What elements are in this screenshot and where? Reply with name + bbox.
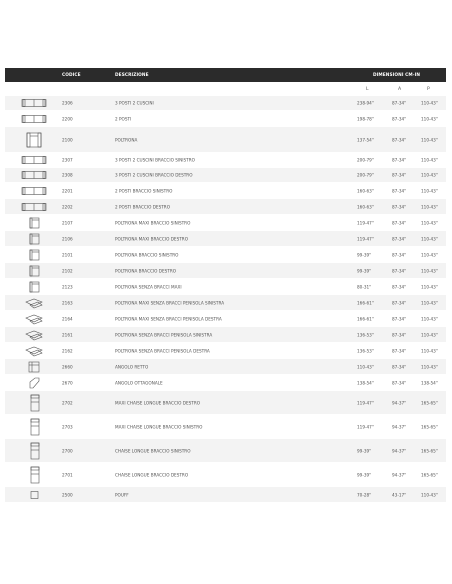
table-row [5,327,446,343]
row-description: CHAISE LONGUE BRACCIO DESTRO [115,472,189,477]
row-dim-p: 110-43" [421,220,438,225]
peninsula-small-right-icon [13,344,55,358]
table-row [5,279,446,295]
row-code: 2106 [62,236,73,241]
row-dim-p: 165-65" [421,424,438,429]
row-dim-l: 119-47" [357,236,374,241]
row-description: 3 POSTI 2 CUSCINI BRACCIO SINISTRO [115,157,195,163]
row-description: POLTRONA SENZA BRACCI MAXI [115,284,182,289]
row-dim-p: 110-43" [421,332,438,337]
row-dim-l: 119-47" [357,424,374,429]
armchair-icon [13,130,55,150]
row-description: 2 POSTI BRACCIO SINISTRO [115,188,173,193]
row-dim-p: 110-43" [421,100,438,106]
row-dim-a: 87-34" [392,137,407,142]
row-code: 2201 [62,188,73,193]
row-code: 2670 [62,380,73,385]
row-dim-a: 87-34" [392,204,407,209]
row-dim-p: 110-43" [421,348,438,353]
table-row [5,127,446,153]
row-description: 3 POSTI 2 CUSCINI BRACCIO DESTRO [115,172,193,178]
row-dim-l: 136-53" [357,348,374,353]
chaise-left-icon [13,441,55,461]
row-dim-l: 99-39" [357,268,372,273]
row-code: 2202 [62,204,73,209]
row-dim-p: 110-43" [421,204,438,209]
table-row [5,487,446,503]
peninsula-small-left-icon [13,328,55,342]
subheader-a: A [398,87,402,92]
table-row [5,231,446,247]
sofa-2-left-arm-icon [13,184,55,197]
row-dim-a: 94-37" [392,400,407,405]
header-codice: CODICE [62,72,81,78]
row-dim-l: 198-78" [357,116,374,121]
row-dim-l: 200-79" [357,172,374,178]
row-code: 2306 [62,100,73,106]
row-dim-p: 138-54" [421,380,438,385]
row-description: POLTRONA [115,137,138,142]
row-dim-p: 110-43" [421,364,438,369]
armchair-maxi-right-icon [13,232,55,246]
table-row [5,415,446,439]
row-code: 2702 [62,400,73,405]
table-row [5,111,446,127]
table-row [5,168,446,183]
row-dim-l: 200-79" [357,157,374,163]
row-dim-a: 43-17" [392,492,407,497]
row-code: 2164 [62,316,73,321]
table-row [5,343,446,359]
header-descrizione: DESCRIZIONE [115,72,149,78]
row-dim-a: 87-34" [392,188,407,193]
row-description: POLTRONA MAXI SENZA BRACCI PENISOLA SINISTRA [115,300,225,305]
row-code: 2700 [62,448,73,453]
row-code: 2123 [62,284,73,289]
row-code: 2701 [62,472,73,477]
row-dim-l: 136-53" [357,332,374,337]
row-dim-a: 87-34" [392,157,407,163]
row-dim-a: 87-34" [392,364,407,369]
row-dim-p: 110-43" [421,236,438,241]
row-code: 2200 [62,116,73,121]
row-dim-p: 165-65" [421,472,438,477]
row-code: 2500 [62,492,73,497]
table-row [5,359,446,375]
row-code: 2107 [62,220,73,225]
row-dim-a: 87-34" [392,284,407,289]
chaise-maxi-right-icon [13,393,55,413]
row-description: CHAISE LONGUE BRACCIO SINISTRO [115,448,191,453]
row-dim-p: 110-43" [421,268,438,273]
row-description: POLTRONA SENZA BRACCI PENISOLA DESTRA [115,348,210,353]
table-header [5,68,446,82]
row-description: 3 POSTI 2 CUSCINI [115,100,154,106]
row-dim-l: 70-28" [357,492,372,497]
row-code: 2307 [62,157,73,163]
table-row [5,153,446,168]
sofa-left-arm-icon [13,154,55,167]
row-dim-p: 110-43" [421,137,438,142]
row-dim-a: 87-34" [392,220,407,225]
row-dim-a: 87-34" [392,348,407,353]
row-code: 2102 [62,268,73,273]
table-row [5,295,446,311]
armchair-armless-icon [13,280,55,294]
row-description: POLTRONA BRACCIO DESTRO [115,268,177,273]
sofa-right-arm-icon [13,169,55,182]
header-dimensioni: DIMENSIONI CM-IN [373,72,421,78]
row-dim-p: 110-43" [421,188,438,193]
table-subheader [5,82,446,96]
row-dim-p: 165-65" [421,400,438,405]
row-dim-l: 110-43" [357,364,374,369]
dimensions-table [5,68,446,503]
row-dim-a: 87-34" [392,300,407,305]
row-dim-l: 238-94" [357,100,374,106]
row-dim-a: 87-34" [392,268,407,273]
row-dim-a: 87-34" [392,236,407,241]
row-dim-a: 87-34" [392,316,407,321]
table-body [5,96,446,503]
row-description: POUFF [115,492,129,497]
row-dim-a: 87-34" [392,252,407,257]
table-row [5,311,446,327]
table-row [5,199,446,215]
subheader-l: L [366,87,369,92]
row-description: MAXI CHAISE LONGUE BRACCIO DESTRO [115,400,201,405]
armchair-right-icon [13,264,55,278]
row-description: ANGOLO RETTO [115,364,149,369]
row-dim-l: 119-47" [357,220,374,225]
row-description: ANGOLO OTTAGONALE [115,380,163,385]
row-dim-p: 110-43" [421,492,438,497]
row-code: 2163 [62,300,73,305]
row-code: 2161 [62,332,73,337]
row-dim-l: 99-39" [357,448,372,453]
armchair-maxi-left-icon [13,216,55,230]
row-dim-a: 87-34" [392,116,407,121]
peninsula-right-icon [13,312,55,326]
row-code: 2703 [62,424,73,429]
sofa-2-right-arm-icon [13,200,55,213]
row-dim-l: 80-31" [357,284,372,289]
table-row [5,215,446,231]
chaise-maxi-left-icon [13,417,55,437]
row-code: 2100 [62,137,73,142]
row-dim-a: 94-37" [392,448,407,453]
row-dim-p: 110-43" [421,284,438,289]
table-row [5,391,446,415]
table-row [5,463,446,487]
row-dim-l: 160-63" [357,204,374,209]
row-dim-l: 138-54" [357,380,374,385]
corner-octagonal-icon [13,376,55,390]
row-dim-p: 165-65" [421,448,438,453]
armchair-left-icon [13,248,55,262]
row-dim-a: 94-37" [392,472,407,477]
row-code: 2660 [62,364,73,369]
row-dim-a: 87-34" [392,172,407,178]
sofa-3-seat-icon [13,97,55,110]
row-dim-l: 166-61" [357,316,374,321]
chaise-right-icon [13,465,55,485]
row-description: POLTRONA SENZA BRACCI PENISOLA SINISTRA [115,332,213,337]
row-code: 2308 [62,172,73,178]
row-dim-p: 110-43" [421,116,438,121]
row-description: POLTRONA MAXI BRACCIO SINISTRO [115,220,191,225]
sofa-2-seat-icon [13,112,55,125]
row-dim-l: 99-39" [357,252,372,257]
row-dim-p: 110-43" [421,157,438,163]
row-description: 2 POSTI BRACCIO DESTRO [115,204,171,209]
pouf-icon [13,488,55,501]
row-description: POLTRONA MAXI BRACCIO DESTRO [115,236,188,241]
row-dim-a: 87-34" [392,332,407,337]
table-row [5,263,446,279]
table-row [5,247,446,263]
row-dim-p: 110-43" [421,300,438,305]
row-description: 2 POSTI [115,116,132,121]
subheader-p: P [427,87,430,92]
row-description: POLTRONA BRACCIO SINISTRO [115,252,179,257]
table-row [5,96,446,111]
row-dim-a: 87-34" [392,100,407,106]
peninsula-left-icon [13,296,55,310]
row-dim-l: 160-63" [357,188,374,193]
row-dim-p: 110-43" [421,252,438,257]
corner-right-icon [13,360,55,374]
row-code: 2162 [62,348,73,353]
row-dim-a: 87-34" [392,380,407,385]
row-dim-a: 94-37" [392,424,407,429]
row-dim-p: 110-43" [421,172,438,178]
row-description: MAXI CHAISE LONGUE BRACCIO SINISTRO [115,424,203,429]
table-row [5,439,446,463]
row-code: 2101 [62,252,73,257]
row-dim-l: 119-47" [357,400,374,405]
row-dim-l: 166-61" [357,300,374,305]
row-dim-l: 137-54" [357,137,374,142]
table-row [5,183,446,199]
row-dim-p: 110-43" [421,316,438,321]
table-row [5,375,446,391]
row-dim-l: 99-39" [357,472,372,477]
row-description: POLTRONA MAXI SENZA BRACCI PENISOLA DESTRA [115,316,222,321]
